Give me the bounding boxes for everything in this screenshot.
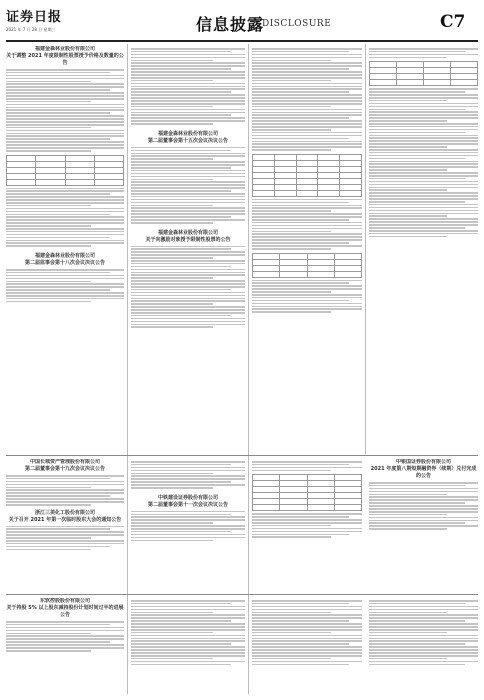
body-text xyxy=(252,199,362,250)
notice-block xyxy=(369,459,478,530)
body-text xyxy=(6,69,124,152)
bottom-band-col-4 xyxy=(369,598,478,694)
body-text xyxy=(131,147,245,224)
section-divider xyxy=(6,455,478,456)
announcement-title: 第二届董事会第十一次会议决议公告 xyxy=(147,501,228,508)
announcement-title: 第二届监事会第十八次会议决议公告 xyxy=(24,259,105,266)
announcement-title: 关于调整 2021 年度限制性股票授予价格及数量的公告 xyxy=(6,53,124,66)
column-3 xyxy=(252,46,362,451)
column-divider xyxy=(248,44,249,694)
notice-block xyxy=(6,510,124,551)
body-text xyxy=(131,511,245,542)
body-text xyxy=(252,48,362,151)
announcement-title: 第二届董事会第十九次会议决议公告 xyxy=(24,466,105,472)
company-name: 福建金森林业股份有限公司 xyxy=(34,46,95,52)
body-text xyxy=(6,269,124,302)
body-text xyxy=(252,461,362,471)
issue-date: 2021 年 7 月 28 日 星期三 xyxy=(6,27,56,32)
announcement-title: 关于召开 2021 年第一次临时股东大会的通知公告 xyxy=(8,516,122,523)
body-text xyxy=(131,600,245,665)
body-text xyxy=(6,621,124,652)
body-text xyxy=(369,88,478,237)
body-text xyxy=(6,475,124,506)
data-table xyxy=(252,154,362,197)
company-name: 福建金森林业股份有限公司 xyxy=(157,130,218,137)
company-name: 福建金森林业股份有限公司 xyxy=(34,252,95,259)
body-text xyxy=(369,482,478,530)
announcement-title: 2021 年度第八期短期融资券（续期）兑付完成的公告 xyxy=(370,466,477,479)
notice-block xyxy=(6,46,124,247)
company-name: 福建金森林业股份有限公司 xyxy=(157,229,218,236)
body-text xyxy=(252,513,362,538)
body-text xyxy=(369,600,478,665)
company-name: 中国长城资产管理股份有限公司 xyxy=(29,459,100,465)
middle-band-col-4 xyxy=(369,459,478,591)
notice-block xyxy=(131,495,245,542)
notice-block xyxy=(6,598,124,652)
company-name: 中铁建设证券股份有限公司 xyxy=(157,494,218,501)
data-table xyxy=(252,253,362,278)
column-divider xyxy=(127,44,128,694)
section-title-english: DISCLOSURE xyxy=(262,19,332,29)
data-table xyxy=(6,155,124,186)
middle-band-col-2 xyxy=(131,459,245,591)
data-table xyxy=(369,61,478,86)
column-2 xyxy=(131,46,245,451)
masthead xyxy=(0,0,484,46)
section-divider xyxy=(6,594,478,595)
announcement-title: 第二届董事会第十五次会议决议公告 xyxy=(147,137,228,144)
body-text xyxy=(369,48,478,58)
company-name: 中银国证券股份有限公司 xyxy=(395,459,451,465)
body-text xyxy=(6,188,124,247)
announcement-title: 关于向激励对象授予限制性股票的公告 xyxy=(145,236,231,243)
body-text xyxy=(6,526,124,551)
bottom-band-col-2 xyxy=(131,598,245,694)
body-text xyxy=(131,48,245,125)
masthead-rule xyxy=(6,40,478,42)
notice-block xyxy=(6,459,124,506)
company-name: 东软控股股份有限公司 xyxy=(39,598,90,604)
body-text xyxy=(131,246,245,329)
data-table xyxy=(252,474,362,511)
column-4 xyxy=(369,46,478,451)
middle-band-col-1 xyxy=(6,459,124,591)
notice-block xyxy=(6,253,124,302)
notice-block xyxy=(131,230,245,329)
announcement-title: 关于持股 5% 以上股东减持股份计划时间过半的进展公告 xyxy=(6,605,124,618)
body-text xyxy=(252,600,362,665)
notice-block xyxy=(131,131,245,224)
page-number: C7 xyxy=(440,12,466,32)
column-1 xyxy=(6,46,124,451)
section-title: 信息披露 xyxy=(196,15,265,34)
body-text xyxy=(252,280,362,313)
bottom-band-col-3 xyxy=(252,598,362,694)
newspaper-logo: 证券日报 xyxy=(6,10,63,25)
column-divider xyxy=(365,44,366,454)
company-name: 浙江三美化工股份有限公司 xyxy=(34,509,95,516)
bottom-band-col-1 xyxy=(6,598,124,694)
body-text xyxy=(131,461,245,489)
middle-band-col-3 xyxy=(252,459,362,591)
